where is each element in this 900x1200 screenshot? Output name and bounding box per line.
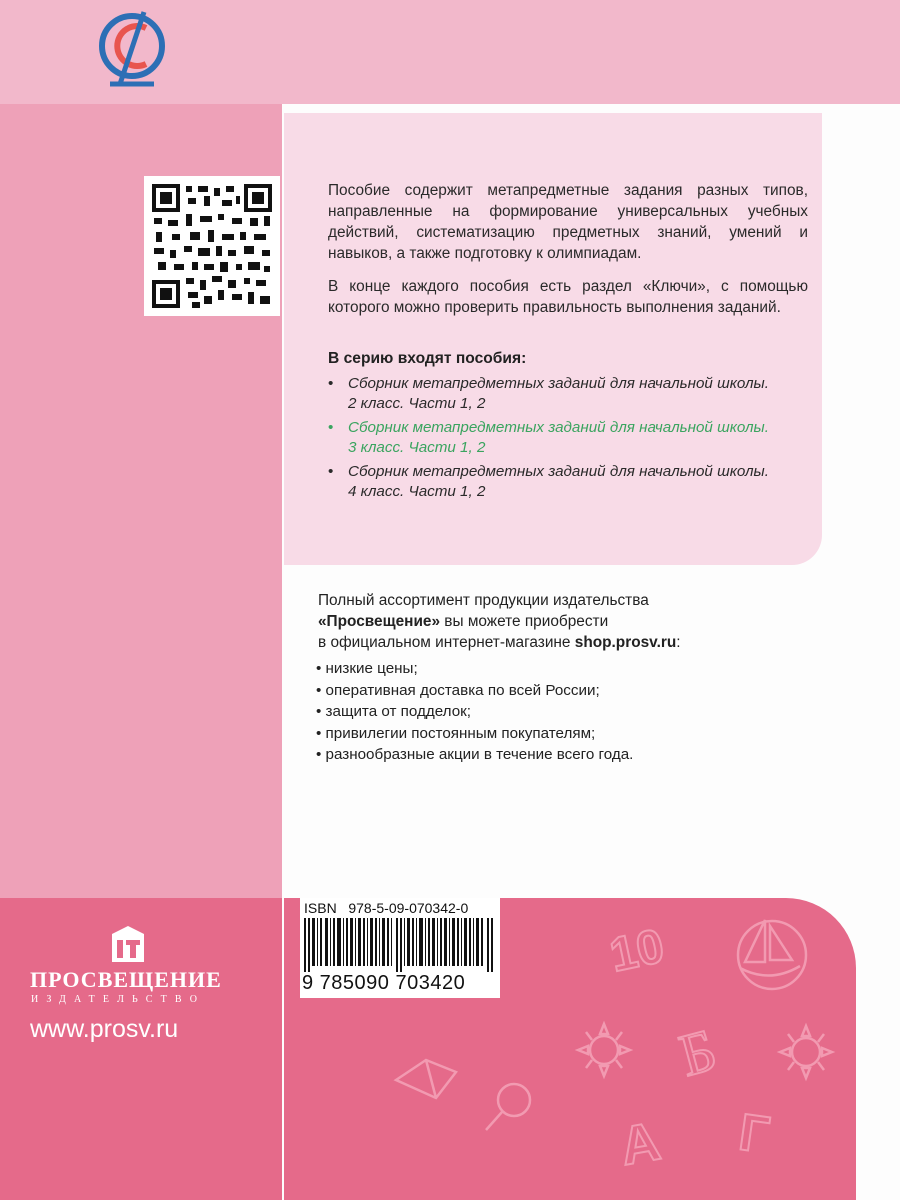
benefit-item: • разнообразные акции в течение всего года. bbox=[316, 746, 634, 763]
series-item-current bbox=[328, 418, 818, 458]
series-list bbox=[328, 374, 818, 506]
qr-code[interactable] bbox=[144, 176, 280, 316]
series-item-line1: Сборник метапредметных заданий для начальной школы. bbox=[348, 375, 769, 392]
decor-number: 10 bbox=[605, 919, 669, 983]
publisher-logo-icon bbox=[108, 924, 148, 964]
shop-text bbox=[318, 590, 798, 653]
shop-colon: : bbox=[676, 634, 681, 651]
isbn-digits: 9 785090 703420 bbox=[302, 972, 466, 994]
barcode-icon bbox=[304, 918, 496, 972]
benefit-item: • привилегии постоянным покупателям; bbox=[316, 724, 596, 742]
book-magnifier-icon bbox=[386, 1040, 566, 1140]
isbn-prefix: ISBN bbox=[304, 900, 337, 916]
isbn-number: 978-5-09-070342-0 bbox=[348, 900, 469, 916]
sun-icon bbox=[780, 1026, 832, 1078]
series-item-line2: 4 класс. Части 1, 2 bbox=[348, 483, 486, 500]
publisher-website-link[interactable]: www.prosv.ru bbox=[30, 1015, 179, 1043]
series-title: В серию входят пособия: bbox=[328, 350, 527, 367]
series-item bbox=[328, 374, 818, 414]
isbn-barcode-box bbox=[300, 898, 500, 998]
series-item-line1: Сборник метапредметных заданий для начальной школы. bbox=[348, 463, 769, 480]
series-item-line1: Сборник метапредметных заданий для начальной школы. bbox=[348, 419, 769, 436]
series-item bbox=[328, 462, 818, 502]
benefit-item: • оперативная доставка по всей России; bbox=[316, 681, 600, 699]
series-item-line2: 3 класс. Части 1, 2 bbox=[348, 439, 486, 456]
shop-url-link[interactable]: shop.prosv.ru bbox=[574, 634, 677, 651]
decor-letter-b: Б bbox=[672, 1016, 724, 1089]
description-paragraph-1: Пособие содержит метапредметные задания разных типов, направленные на формирование универсальных учебных действий, систематизацию предметных знаний, умений и навыков, а также подготовку к олимпиадам. bbox=[328, 182, 808, 262]
publisher-subtitle: ИЗДАТЕЛЬСТВО bbox=[31, 994, 206, 1005]
publisher-name: ПРОСВЕЩЕНИЕ bbox=[30, 967, 222, 992]
sailboat-icon bbox=[738, 920, 806, 989]
description-paragraph-2: В конце каждого пособия есть раздел «Ключи», с помощью которого можно проверить правильность выполнения заданий. bbox=[328, 278, 808, 316]
series-logo-icon bbox=[96, 6, 168, 90]
decorative-illustrations bbox=[560, 900, 860, 1200]
bullet: • bbox=[328, 375, 334, 392]
benefits-list bbox=[316, 658, 633, 766]
sun-icon bbox=[578, 1024, 630, 1076]
decor-letter-g: Г bbox=[735, 1103, 773, 1165]
shop-line3: в официальном интернет-магазине bbox=[318, 634, 575, 651]
decor-letter-a: А bbox=[615, 1111, 665, 1177]
benefit-item: • низкие цены; bbox=[316, 660, 418, 677]
isbn-label bbox=[304, 900, 468, 916]
series-item-line2: 2 класс. Части 1, 2 bbox=[348, 395, 486, 412]
qr-code-icon bbox=[152, 184, 272, 308]
publisher-brand: «Просвещение» bbox=[318, 613, 441, 630]
benefit-item: • защита от подделок; bbox=[316, 703, 472, 720]
shop-mid: вы можете приобрести bbox=[440, 613, 609, 630]
shop-intro: Полный ассортимент продукции издательства bbox=[318, 592, 649, 609]
bullet: • bbox=[328, 463, 334, 480]
bullet: • bbox=[328, 419, 334, 436]
